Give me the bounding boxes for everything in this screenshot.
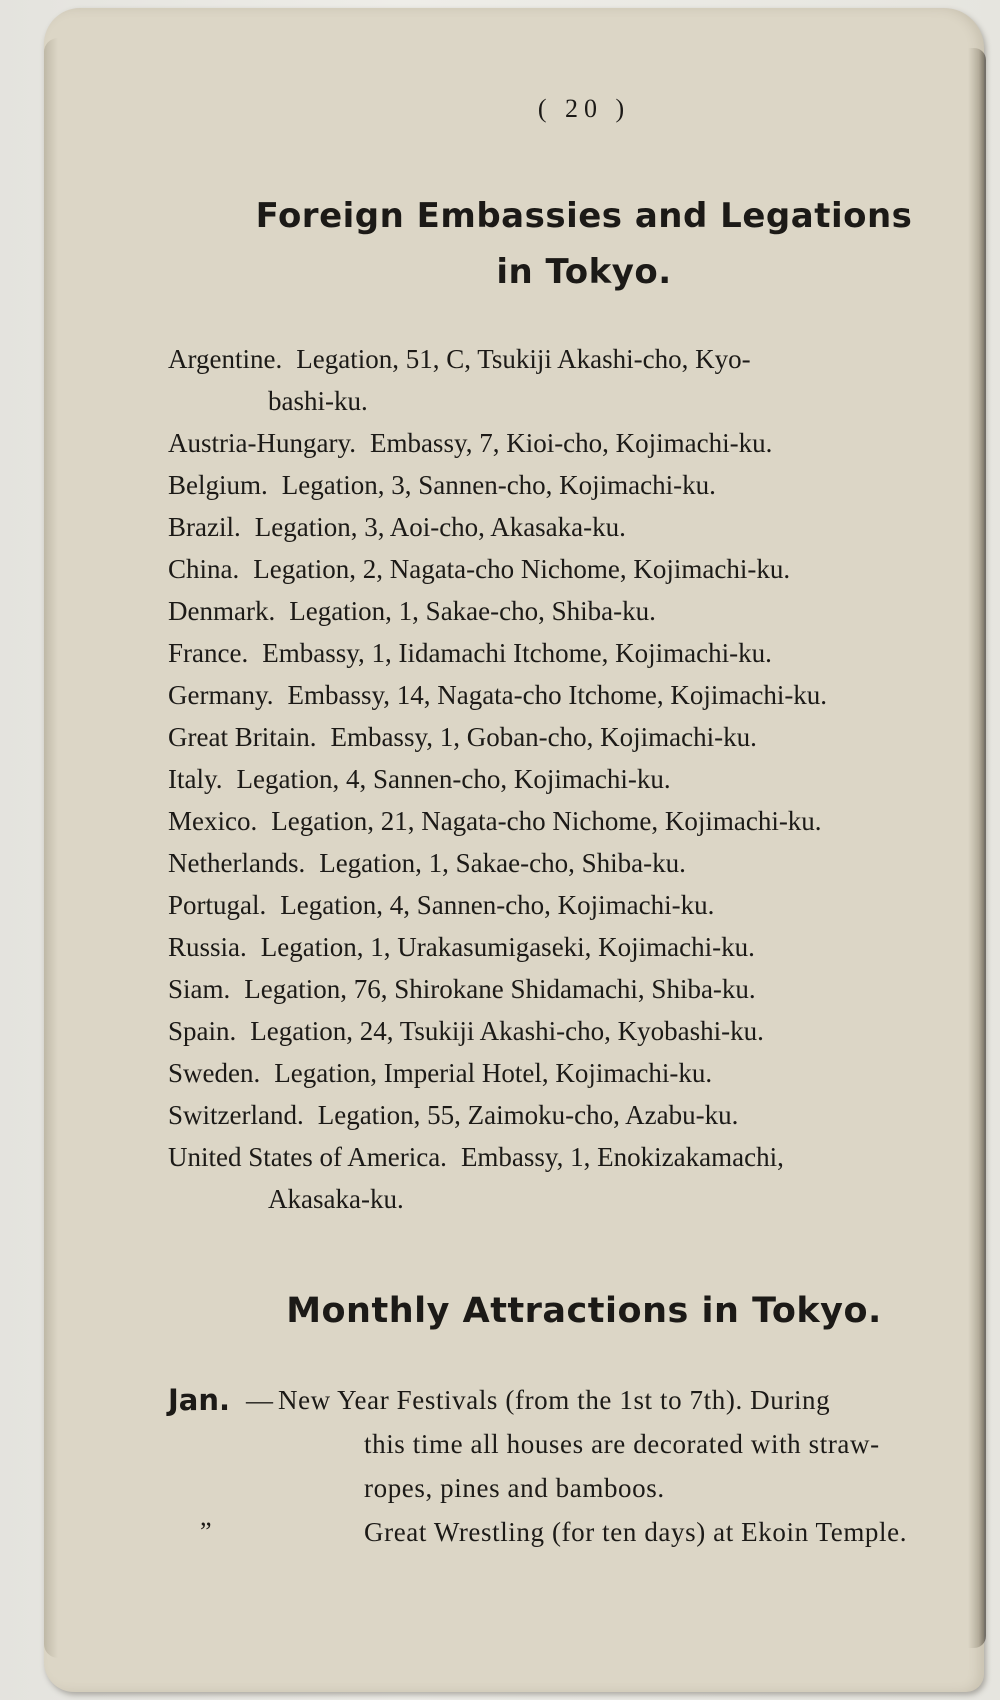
embassy-entry xyxy=(168,884,978,926)
country-name: Brazil. xyxy=(168,512,241,542)
dash: — xyxy=(246,1385,273,1415)
embassy-entry xyxy=(168,338,978,422)
country-name: Austria-Hungary. xyxy=(168,428,356,458)
embassy-address: Embassy, 1, Iidamachi Itchome, Kojimachi-ku. xyxy=(262,638,772,668)
country-name: United States of America. xyxy=(168,1142,447,1172)
embassy-address: Legation, 21, Nagata-cho Nichome, Kojimachi-ku. xyxy=(271,806,822,836)
country-name: China. xyxy=(168,554,240,584)
embassy-address: Legation, 51, C, Tsukiji Akashi-cho, Kyo- xyxy=(296,344,751,374)
embassy-entry xyxy=(168,926,978,968)
embassy-entry xyxy=(168,632,978,674)
country-name: Portugal. xyxy=(168,890,267,920)
embassy-address: Legation, 4, Sannen-cho, Kojimachi-ku. xyxy=(280,890,715,920)
attraction-row xyxy=(168,1422,988,1466)
embassy-address: Legation, 3, Aoi-cho, Akasaka-ku. xyxy=(254,512,626,542)
embassy-entry xyxy=(168,758,978,800)
month-label: Jan. xyxy=(168,1383,231,1417)
page-content xyxy=(44,8,984,1692)
embassy-entry xyxy=(168,1094,978,1136)
embassy-address: Legation, 1, Sakae-cho, Shiba-ku. xyxy=(319,848,686,878)
attraction-text: Great Wrestling (for ten days) at Ekoin Temple. xyxy=(364,1517,908,1547)
embassy-entry xyxy=(168,842,978,884)
embassy-address: Legation, 4, Sannen-cho, Kojimachi-ku. xyxy=(236,764,671,794)
country-name: Netherlands. xyxy=(168,848,306,878)
country-name: Argentine. xyxy=(168,344,283,374)
country-name: Great Britain. xyxy=(168,722,317,752)
embassy-entry xyxy=(168,674,978,716)
attraction-text: ropes, pines and bamboos. xyxy=(364,1473,665,1503)
embassy-address: Legation, 1, Sakae-cho, Shiba-ku. xyxy=(289,596,656,626)
embassy-entry xyxy=(168,800,978,842)
attractions-list xyxy=(168,1378,988,1554)
embassy-address: Embassy, 1, Goban-cho, Kojimachi-ku. xyxy=(330,722,757,752)
country-name: Italy. xyxy=(168,764,223,794)
embassy-entry xyxy=(168,968,978,1010)
embassy-address: Legation, 2, Nagata-cho Nichome, Kojimachi-ku. xyxy=(253,554,791,584)
section-title-attractions: Monthly Attractions in Tokyo. xyxy=(286,1291,882,1331)
attraction-row xyxy=(168,1378,988,1422)
embassy-entry xyxy=(168,1052,978,1094)
country-name: Germany. xyxy=(168,680,274,710)
attraction-row xyxy=(168,1510,988,1554)
embassy-address-continued: bashi-ku. xyxy=(268,386,368,416)
country-name: Belgium. xyxy=(168,470,268,500)
country-name: France. xyxy=(168,638,249,668)
embassy-address: Legation, 3, Sannen-cho, Kojimachi-ku. xyxy=(281,470,716,500)
embassy-address: Legation, Imperial Hotel, Kojimachi-ku. xyxy=(274,1058,713,1088)
country-name: Switzerland. xyxy=(168,1100,304,1130)
attraction-text: New Year Festivals (from the 1st to 7th). During xyxy=(278,1385,831,1415)
embassy-entry xyxy=(168,506,978,548)
country-name: Mexico. xyxy=(168,806,258,836)
embassy-list xyxy=(168,338,978,1220)
country-name: Siam. xyxy=(168,974,231,1004)
embassy-address: Embassy, 7, Kioi-cho, Kojimachi-ku. xyxy=(369,428,773,458)
section-title-embassies: Foreign Embassies and Legations xyxy=(255,196,913,236)
attraction-text: this time all houses are decorated with straw- xyxy=(364,1429,880,1459)
attraction-row xyxy=(168,1466,988,1510)
book-page xyxy=(44,8,984,1692)
embassy-address: Legation, 24, Tsukiji Akashi-cho, Kyobashi-ku. xyxy=(250,1016,764,1046)
embassy-address: Embassy, 1, Enokizakamachi, xyxy=(460,1142,784,1172)
section-title-embassies-line2: in Tokyo. xyxy=(496,252,672,292)
country-name: Denmark. xyxy=(168,596,276,626)
embassy-address: Legation, 55, Zaimoku-cho, Azabu-ku. xyxy=(317,1100,739,1130)
embassy-address-continued: Akasaka-ku. xyxy=(268,1184,404,1214)
page-number: ( 20 ) xyxy=(537,94,631,123)
ditto-mark: ” xyxy=(200,1517,212,1546)
embassy-entry xyxy=(168,464,978,506)
embassy-address: Embassy, 14, Nagata-cho Itchome, Kojimachi-ku. xyxy=(287,680,828,710)
embassy-entry xyxy=(168,422,978,464)
embassy-entry xyxy=(168,1136,978,1220)
embassy-entry xyxy=(168,590,978,632)
embassy-entry xyxy=(168,548,978,590)
country-name: Sweden. xyxy=(168,1058,261,1088)
embassy-address: Legation, 1, Urakasumigaseki, Kojimachi-ku. xyxy=(260,932,755,962)
embassy-entry xyxy=(168,716,978,758)
country-name: Russia. xyxy=(168,932,247,962)
country-name: Spain. xyxy=(168,1016,237,1046)
embassy-address: Legation, 76, Shirokane Shidamachi, Shiba-ku. xyxy=(244,974,756,1004)
embassy-entry xyxy=(168,1010,978,1052)
